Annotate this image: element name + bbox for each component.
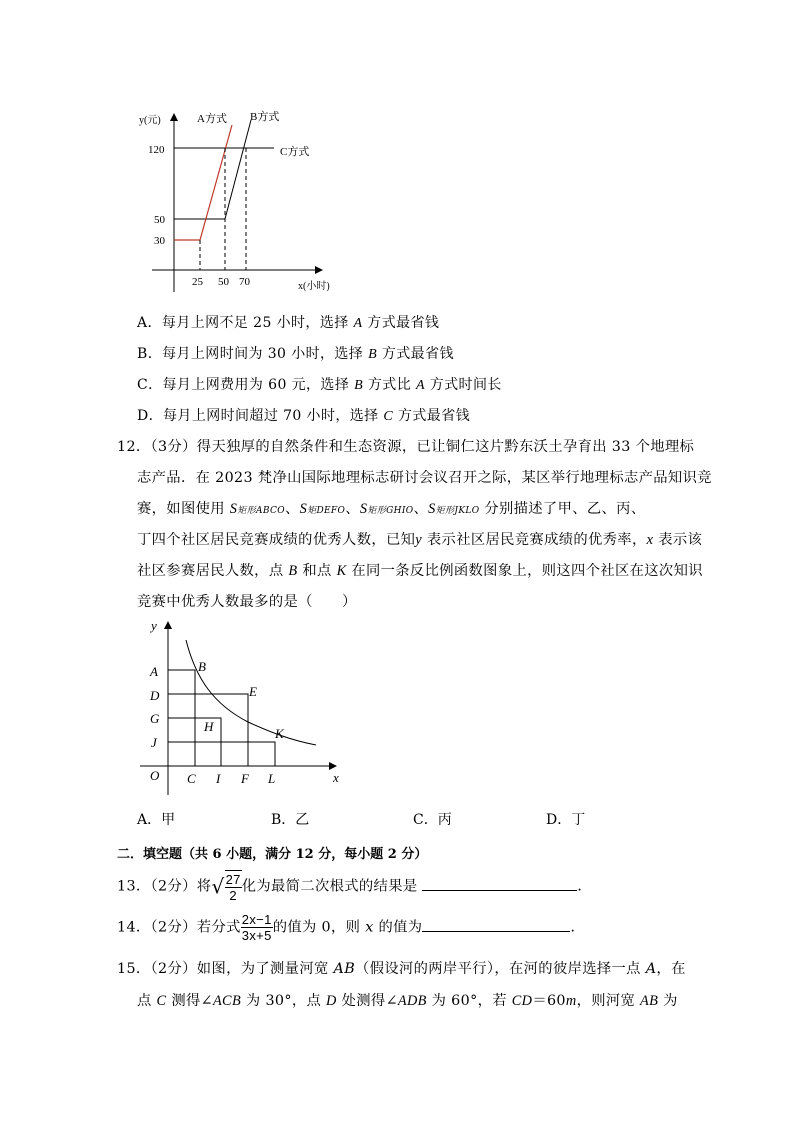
x-tick-25: 25 — [192, 276, 203, 288]
q12-line-6: 竞赛中优秀人数最多的是（ ） — [137, 594, 357, 610]
series-b-line — [174, 120, 251, 219]
q11-option-b[interactable]: B．每月上网时间为 30 小时，选择 B 方式最省钱 — [137, 346, 454, 362]
q12-line-3: 赛，如图使用 S矩形ABCO、S矩DEFO、S矩形GHIO、S矩形JKLO 分别描述了甲、乙、丙、 — [137, 501, 646, 517]
q12-option-a[interactable]: A．甲 — [137, 812, 176, 828]
q12-line-2: 志产品．在 2023 梵净山国际地理标志研讨会议召开之际，某区举行地理标志产品知识竞 — [137, 470, 712, 486]
q12-option-d[interactable]: D．丁 — [546, 812, 586, 828]
x-tick-50: 50 — [218, 276, 229, 288]
x-axis-label: x(小时) — [298, 281, 330, 292]
label-f: F — [241, 771, 249, 786]
label-g: G — [150, 711, 160, 726]
q14-answer-blank[interactable] — [422, 917, 570, 932]
sqrt-sign: √ — [211, 874, 225, 899]
origin-label: O — [150, 768, 160, 783]
series-a-label: A方式 — [197, 113, 227, 125]
q14-fraction: $\frac{2x-1}{3x+5}$ — [241, 912, 272, 943]
q11-option-d[interactable]: D．每月上网时间超过 70 小时，选择 C 方式最省钱 — [137, 408, 471, 424]
series-a-line — [174, 125, 232, 240]
label-d: D — [150, 688, 160, 703]
label-i: I — [216, 771, 221, 786]
q12-line-4: 丁四个社区居民竞赛成绩的优秀人数，已知y 表示社区居民竞赛成绩的优秀率，x 表示该 — [137, 532, 703, 548]
label-h: H — [204, 719, 214, 734]
x-axis-label: x — [333, 770, 339, 785]
y-axis-label: y(元) — [139, 115, 161, 126]
label-k: K — [275, 726, 284, 741]
q13-answer-blank[interactable] — [422, 876, 577, 891]
series-b-label: B方式 — [250, 111, 280, 123]
q13-line: 13．（2分）将√ $\frac{27}{2}$ 化为最简二次根式的结果是 ． — [117, 872, 593, 903]
label-l: L — [268, 771, 276, 786]
series-c-label: C方式 — [280, 146, 310, 158]
q12-line-5: 社区参赛居民人数，点 B 和点 K 在同一条反比例函数图象上，则这四个社区在这次知识 — [137, 563, 703, 579]
x-tick-70: 70 — [239, 276, 250, 288]
label-c: C — [187, 771, 196, 786]
y-tick-30: 30 — [154, 235, 165, 247]
q15-line-1: 15．（2分）如图，为了测量河宽 AB（假设河的两岸平行），在河的彼岸选择一点 A，在 — [117, 961, 686, 977]
q12-option-b[interactable]: B．乙 — [271, 812, 310, 828]
q11-option-c[interactable]: C．每月上网费用为 60 元，选择 B 方式比 A 方式时间长 — [137, 377, 502, 393]
label-j: J — [151, 735, 157, 750]
q15-line-2: 点 C 测得∠ACB 为 30°，点 D 处测得∠ADB 为 60°，若 CD＝60m，则河宽 AB 为 — [137, 993, 678, 1009]
q14-line: 14．（2分）若分式 $\frac{2x-1}{3x+5}$ 的值为 0，则 x 的值为 ． — [117, 912, 586, 943]
sqrt-fraction: $\frac{27}{2}$ — [225, 872, 241, 903]
y-tick-50: 50 — [154, 214, 165, 226]
section-heading: 二．填空题（共 6 小题，满分 12 分，每小题 2 分） — [117, 847, 428, 862]
q11-option-a[interactable]: A．每月上网不足 25 小时，选择 A 方式最省钱 — [137, 315, 440, 331]
label-a: A — [150, 664, 158, 679]
plan-cost-chart — [130, 105, 330, 300]
q12-line-1: 12．（3分）得天独厚的自然条件和生态资源，已让铜仁这片黔东沃土孕育出 33 个地理标 — [117, 439, 695, 455]
y-axis-label: y — [151, 618, 157, 633]
y-tick-120: 120 — [148, 144, 165, 156]
inverse-function-figure — [138, 615, 348, 800]
label-e: E — [249, 684, 257, 699]
q12-option-c[interactable]: C．丙 — [413, 812, 452, 828]
label-b: B — [198, 659, 206, 674]
